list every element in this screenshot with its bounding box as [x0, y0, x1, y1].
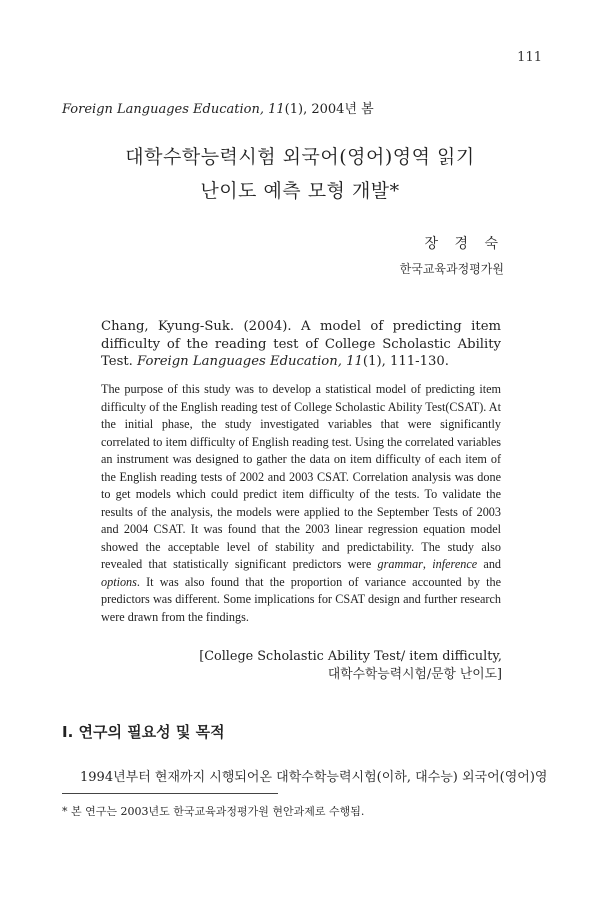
journal-year-season: 2004년 봄 — [311, 102, 374, 117]
citation-volume: 11 — [346, 354, 363, 369]
body-text-first-line: 1994년부터 현재까지 시행되어온 대학수학능력시험(이하, 대수능) 외국어(영어)영 — [80, 770, 548, 785]
author-name: 장 경 숙 — [424, 236, 504, 252]
abstract-text-end: . It was also found that the proportion of variance accounted by the predictors was different. Some implications for CSAT design and further research were drawn from the findings. — [101, 574, 501, 624]
journal-volume: 11 — [268, 102, 285, 117]
abstract-term-inference: inference — [432, 557, 478, 571]
footnote-divider — [62, 793, 278, 794]
section-heading: I. 연구의 필요성 및 목적 — [62, 723, 225, 741]
journal-name: Foreign Languages Education, — [62, 102, 264, 117]
citation-pages: (1), 111-130. — [362, 354, 449, 369]
abstract-term-grammar: grammar — [377, 557, 423, 571]
abstract-separator: , — [422, 557, 426, 571]
citation — [101, 318, 501, 371]
abstract-and: and — [483, 557, 502, 571]
paper-title-line-1: 대학수학능력시험 외국어(영어)영역 읽기 — [125, 146, 475, 168]
abstract-text: The purpose of this study was to develop a statistical model of predicting item difficulty of the English reading test of College Scholastic Ability Test(CSAT). At the initial phase, the study investigated variables that were significantly correlated to item difficulty of English reading test. Using the correlated variables an instrument was designed to gather the data on item difficulty of each item of the English reading tests of 2002 and 2003 CSAT. Correlation analysis was done to get models which could predict item difficulty of the tests. To validate the results of the analysis, the models were applied to the September Tests of 2003 and 2004 CSAT. It was found that the 2003 linear regression equation model showed the acceptable level of stability and predictability. The study also revealed that statistically significant predictors were — [101, 382, 501, 571]
footnote: * 본 연구는 2003년도 한국교육과정평가원 현안과제로 수행됨. — [62, 805, 365, 818]
citation-journal: Foreign Languages Education, — [137, 354, 342, 369]
journal-issue: (1), — [284, 102, 308, 117]
citation-text: Chang, Kyung-Suk. (2004). A model of predicting item difficulty of the reading test of College Scholastic Ability Test. — [101, 319, 501, 369]
paper-title-line-2: 난이도 예측 모형 개발* — [200, 180, 400, 202]
keywords-line-1: [College Scholastic Ability Test/ item difficulty, — [199, 649, 502, 664]
author-affiliation: 한국교육과정평가원 — [399, 262, 504, 276]
page-number: 111 — [517, 50, 542, 65]
abstract — [101, 381, 501, 626]
journal-header — [62, 98, 374, 117]
keywords-line-2: 대학수학능력시험/문항 난이도] — [327, 667, 502, 682]
keywords — [199, 648, 502, 684]
paper-title — [0, 140, 600, 208]
abstract-term-options: options — [101, 574, 137, 589]
